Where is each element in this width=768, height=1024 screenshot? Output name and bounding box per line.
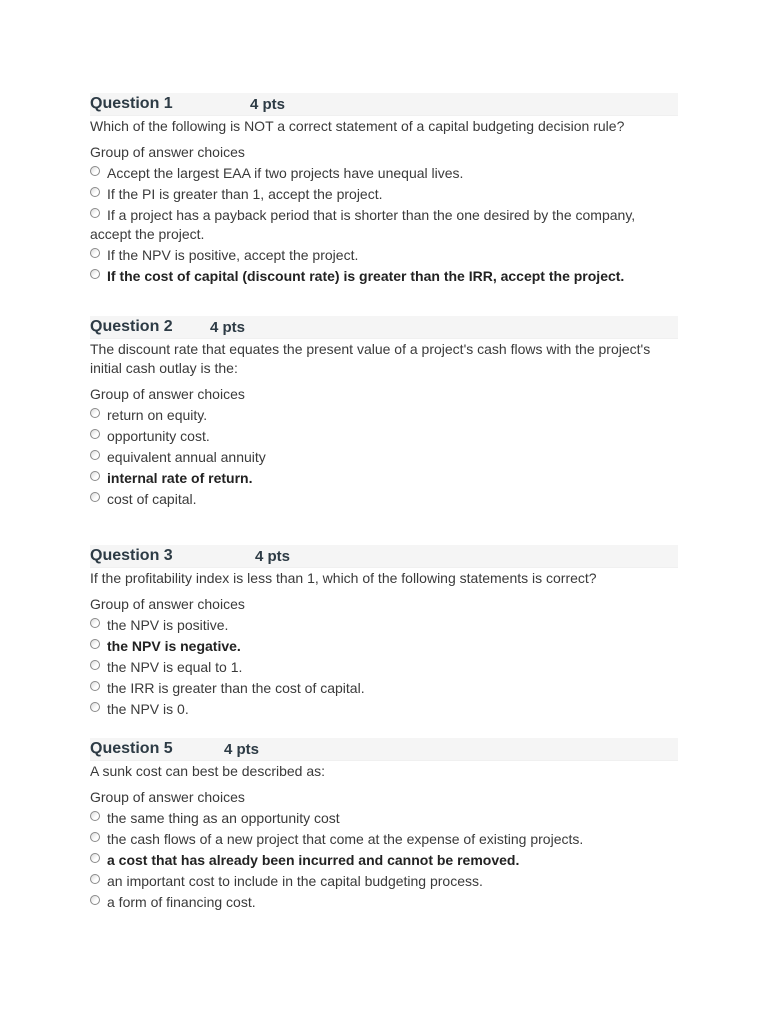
radio-icon[interactable] (90, 832, 100, 842)
radio-icon[interactable] (90, 895, 100, 905)
answer-text: the NPV is positive. (107, 617, 229, 633)
answer-text: a form of financing cost. (107, 894, 256, 910)
question-text: A sunk cost can best be described as: (90, 763, 326, 779)
answer-text: return on equity. (107, 407, 208, 423)
question-5 (90, 738, 678, 912)
question-title: Question 1 (90, 95, 173, 112)
radio-icon[interactable] (90, 248, 100, 258)
answer-text: internal rate of return. (107, 470, 253, 486)
radio-icon[interactable] (90, 618, 100, 628)
group-label: Group of answer choices (90, 596, 245, 612)
answer-choice[interactable] (90, 164, 678, 183)
answer-choice-correct[interactable] (90, 267, 678, 286)
answer-choice[interactable] (90, 246, 678, 265)
answer-text: If a project has a payback period that is shorter than the one desired by the company, accept the project. (90, 207, 636, 242)
answer-choice-correct[interactable] (90, 637, 678, 656)
radio-icon[interactable] (90, 681, 100, 691)
radio-icon[interactable] (90, 408, 100, 418)
radio-icon[interactable] (90, 187, 100, 197)
answer-choice[interactable] (90, 679, 678, 698)
radio-icon[interactable] (90, 811, 100, 821)
question-points: 4 pts (224, 740, 260, 758)
question-text: Which of the following is NOT a correct statement of a capital budgeting decision rule? (90, 118, 625, 134)
answer-choice[interactable] (90, 406, 678, 425)
question-text: If the profitability index is less than 1, which of the following statements is correct? (90, 570, 597, 586)
answer-text: an important cost to include in the capital budgeting process. (107, 873, 483, 889)
question-header (90, 738, 678, 761)
question-title: Question 2 (90, 318, 173, 335)
answer-choice[interactable] (90, 490, 678, 509)
question-points: 4 pts (210, 318, 246, 336)
answer-choice[interactable] (90, 448, 678, 467)
answer-choice[interactable] (90, 206, 678, 244)
radio-icon[interactable] (90, 208, 100, 218)
answer-text: the cash flows of a new project that come at the expense of existing projects. (107, 831, 584, 847)
answer-choice[interactable] (90, 893, 678, 912)
answer-text: equivalent annual annuity (107, 449, 266, 465)
question-header (90, 93, 678, 116)
answer-choice-correct[interactable] (90, 469, 678, 488)
group-label: Group of answer choices (90, 386, 245, 402)
question-points: 4 pts (250, 95, 286, 113)
answer-choice[interactable] (90, 427, 678, 446)
answer-text: a cost that has already been incurred and cannot be removed. (107, 852, 520, 868)
radio-icon[interactable] (90, 166, 100, 176)
question-header (90, 545, 678, 568)
radio-icon[interactable] (90, 269, 100, 279)
question-title: Question 3 (90, 547, 173, 564)
answer-text: Accept the largest EAA if two projects have unequal lives. (107, 165, 464, 181)
answer-text: opportunity cost. (107, 428, 210, 444)
question-2 (90, 316, 678, 509)
answer-text: the IRR is greater than the cost of capital. (107, 680, 365, 696)
group-label: Group of answer choices (90, 789, 245, 805)
question-points: 4 pts (255, 547, 291, 565)
answer-choice[interactable] (90, 658, 678, 677)
answer-choice[interactable] (90, 830, 678, 849)
question-header (90, 316, 678, 339)
answer-choice[interactable] (90, 872, 678, 891)
question-text: The discount rate that equates the present value of a project's cash flows with the project's initial cash outlay is the: (90, 341, 651, 376)
radio-icon[interactable] (90, 450, 100, 460)
answer-text: cost of capital. (107, 491, 197, 507)
answer-choice[interactable] (90, 809, 678, 828)
answer-text: If the NPV is positive, accept the project. (107, 247, 359, 263)
answer-choice-correct[interactable] (90, 851, 678, 870)
answer-choice[interactable] (90, 616, 678, 635)
answer-text: the NPV is negative. (107, 638, 241, 654)
question-title: Question 5 (90, 740, 173, 757)
radio-icon[interactable] (90, 853, 100, 863)
answer-choice[interactable] (90, 700, 678, 719)
answer-choice[interactable] (90, 185, 678, 204)
radio-icon[interactable] (90, 702, 100, 712)
answer-text: If the PI is greater than 1, accept the project. (107, 186, 383, 202)
question-3 (90, 545, 678, 719)
radio-icon[interactable] (90, 874, 100, 884)
answer-text: If the cost of capital (discount rate) is greater than the IRR, accept the project. (107, 268, 625, 284)
radio-icon[interactable] (90, 429, 100, 439)
radio-icon[interactable] (90, 492, 100, 502)
radio-icon[interactable] (90, 639, 100, 649)
radio-icon[interactable] (90, 660, 100, 670)
question-1 (90, 93, 678, 286)
group-label: Group of answer choices (90, 144, 245, 160)
answer-text: the NPV is 0. (107, 701, 189, 717)
radio-icon[interactable] (90, 471, 100, 481)
answer-text: the same thing as an opportunity cost (107, 810, 340, 826)
answer-text: the NPV is equal to 1. (107, 659, 243, 675)
